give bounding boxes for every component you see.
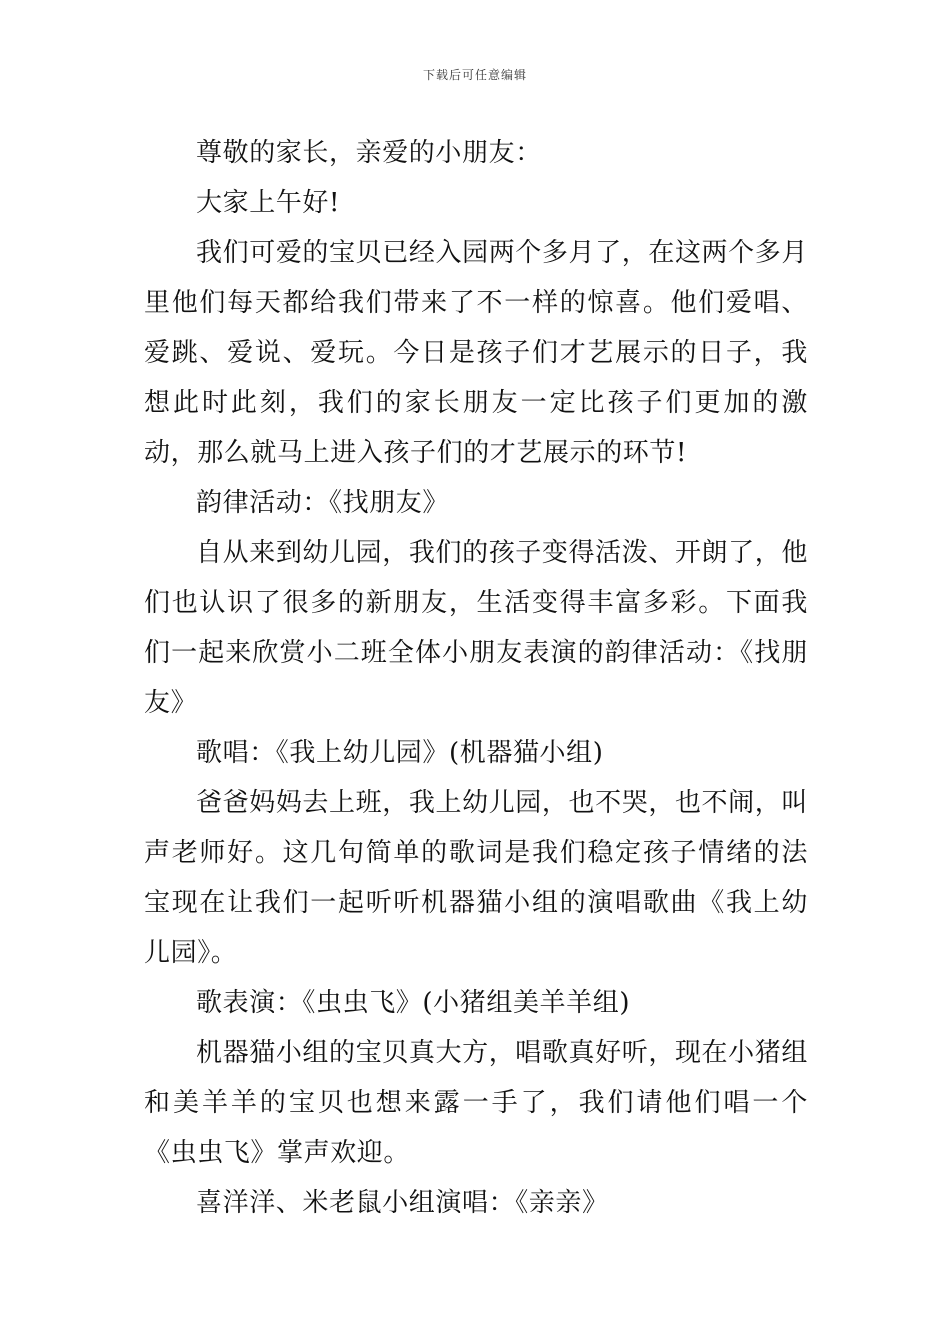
intro-paragraph: 我们可爱的宝贝已经入园两个多月了，在这两个多月里他们每天都给我们带来了不一样的惊喜。他们爱唱、爱跳、爱说、爱玩。今日是孩子们才艺展示的日子，我想此时此刻，我们的家长朋友一定比孩子们更加的激动，那么就马上进入孩子们的才艺展示的环节! — [144, 238, 808, 468]
greeting: 大家上午好! — [196, 188, 341, 218]
program-item-singing: 歌唱：《我上幼儿园》(机器猫小组) — [196, 738, 604, 768]
singing-description: 爸爸妈妈去上班，我上幼儿园，也不哭，也不闹，叫声老师好。这几句简单的歌词是我们稳定孩子情绪的法宝现在让我们一起听听机器猫小组的演唱歌曲《我上幼儿园》。 — [144, 788, 808, 968]
salutation: 尊敬的家长，亲爱的小朋友： — [196, 138, 542, 168]
program-item-rhythm: 韵律活动：《找朋友》 — [196, 488, 450, 518]
song-performance-description: 机器猫小组的宝贝真大方，唱歌真好听，现在小猪组和美羊羊的宝贝也想来露一手了，我们请他们唱一个《虫虫飞》掌声欢迎。 — [144, 1038, 808, 1168]
rhythm-description: 自从来到幼儿园，我们的孩子变得活泼、开朗了，他们也认识了很多的新朋友，生活变得丰富多彩。下面我们一起来欣赏小二班全体小朋友表演的韵律活动：《找朋友》 — [144, 538, 808, 718]
page-header-note: 下载后可任意编辑 — [422, 68, 527, 82]
program-item-song-performance: 歌表演：《虫虫飞》(小猪组美羊羊组) — [196, 988, 631, 1018]
program-item-group-singing: 喜洋洋、米老鼠小组演唱：《亲亲》 — [196, 1188, 609, 1218]
document-body — [144, 128, 808, 1228]
